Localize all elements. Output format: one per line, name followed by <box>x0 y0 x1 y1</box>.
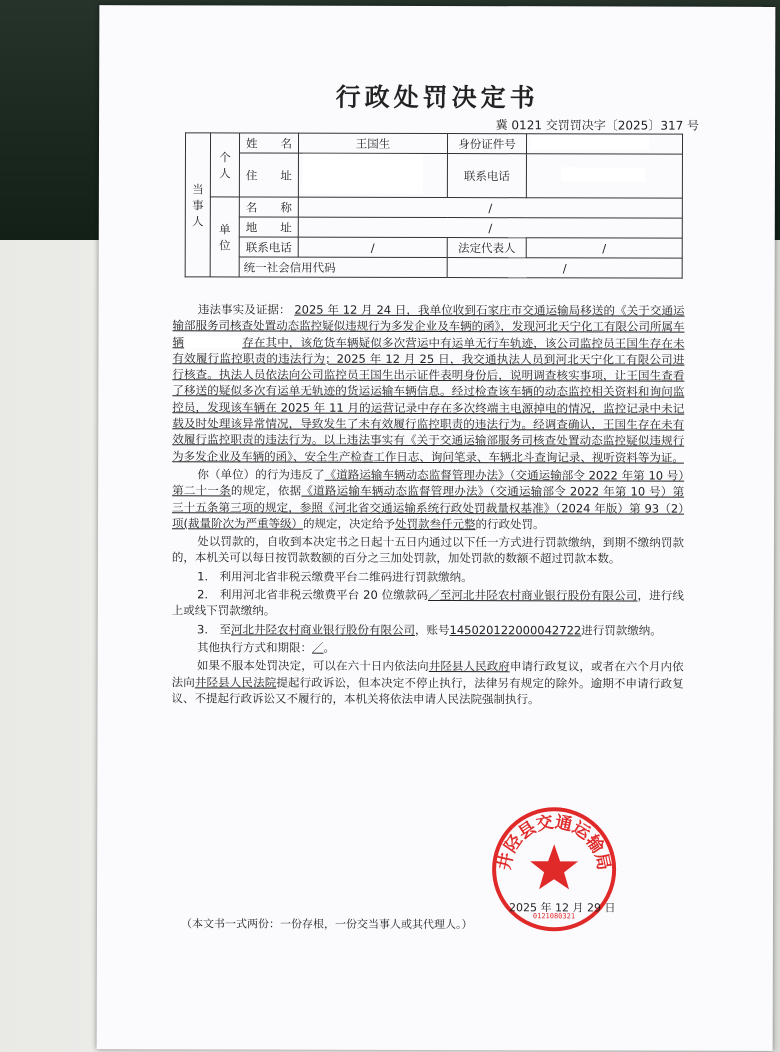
document-number: 冀 0121 交罚罚决字〔2025〕317 号 <box>495 118 700 133</box>
svg-text:0121080321: 0121080321 <box>532 912 576 921</box>
other-execution: 其他执行方式和期限：／。 <box>196 640 336 655</box>
facts-paragraph: 违法事实及证据： 2025 年 12 月 24 日，我单位收到石家庄市交通运输局移送的《关于交通运输部服务司核查处置动态监控疑似违规行为多发企业及车辆的函》，发现河北天宁化工有限公司所属车辆 存在其中，该危货车辆疑似多次营运中有运单无行车轨迹，该公司监控员王国生存在未有效履行监控职责的违法行为；2025 年 12 月 25 日，我交通执法人员到河北天宁化工有限公司进行核查。执法人员依法向公司监控员王国生出示证件表明身份后，说明调查核实事项，让王国生查看了移送的疑似多次有运单无轨迹的货运运输车辆信息。经过检查该车辆的动态监控相关资料和询问监控员，发现该车辆在 2025 年 11 月的运营记录中存在多次终端主电源掉电的情况，监控记录中未记载及时处理该异常情况，导致发生了未有效履行监控职责的违法行为。经调查确认，王国生存在未有效履行监控职责的违法行为。以上违法事实有《关于交通运输部服务司核查处置动态监控疑似违规行为多发企业及车辆的函》、安全生产检查工作日志、询问笔录、车辆北斗查询记录、视听资料等为证。 <box>172 302 685 465</box>
document-footer-note: （本文书一式两份：一份存根，一份交当事人或其代理人。） <box>180 917 473 932</box>
phone-value-redacted <box>526 154 682 198</box>
unit-name-label: 名 称 <box>239 197 298 217</box>
unit-label-cell: 单位 <box>210 197 239 277</box>
facts-text: 2025 年 12 月 24 日，我单位收到石家庄市交通运输局移送的《关于交通运输部服务司核查处置动态监控疑似违规行为多发企业及车辆的函》，发现河北天宁化工有限公司所属车辆 存在其中，该危货车辆疑似多次营运中有运单无行车轨迹，该公司监控员王国生存在未有效履行监控职责的违法行为；2025 年 12 月 25 日，我交通执法人员到河北天宁化工有限公司进行核查。执法人员依法向公司监控员王国生出示证件表明身份后，说明调查核实事项，让王国生查看了移送的疑似多次有运单无轨迹的货运运输车辆信息。经过检查该车辆的动态监控相关资料和询问监控员，发现该车辆在 2025 年 11 月的运营记录中存在多次终端主电源掉电的情况，监控记录中未记载及时处理该异常情况，导致发生了未有效履行监控职责的违法行为。经调查确认，王国生存在未有效履行监控职责的违法行为。以上违法事实有《关于交通运输部服务司核查处置动态监控疑似违规行为多发企业及车辆的函》、安全生产检查工作日志、询问笔录、车辆北斗查询记录、视听资料等为证。 <box>172 302 685 465</box>
document-paper <box>97 5 776 1051</box>
document-title: 行政处罚决定书 <box>335 82 539 113</box>
payment-intro: 处以罚款的，自收到本决定书之日起十五日内通过以下任一方式进行罚款缴纳，到期不缴纳罚款的，本机关可以每日按罚款数额的百分之三加处罚款，加处罚款的数额不超过罚款本数。 <box>171 534 684 566</box>
unit-phone-value: / <box>298 237 447 257</box>
svg-text:井陉县交通运输局: 井陉县交通运输局 <box>494 812 614 873</box>
party-label-cell: 当事人 <box>185 133 210 277</box>
legal-rep-value: / <box>526 238 682 258</box>
payment-method-2: 2. 利用河北省非税云缴费平台 20 位缴款码／至河北井陉农村商业银行股份有限公司，进行线上或线下罚款缴纳。 <box>171 587 684 618</box>
unit-address-value: / <box>298 217 682 238</box>
payment-method-3: 3. 至河北井陉农村商业银行股份有限公司，账号145020122000042722进行罚款缴纳。 <box>197 622 662 638</box>
bank-account: 145020122000042722 <box>449 622 582 638</box>
review-authority: 井陉县人民政府 <box>428 659 510 674</box>
plate-redacted <box>184 336 242 348</box>
bank-name-2: 河北井陉农村商业银行股份有限公司 <box>230 622 416 637</box>
unit-name-value: / <box>298 197 682 218</box>
credit-code-label: 统一社会信用代码 <box>239 257 447 278</box>
id-label: 身份证件号 <box>447 134 526 154</box>
violation-paragraph: 你（单位）的行为违反了《道路运输车辆动态监督管理办法》（交通运输部令 2022 年第 10 号）第二十一条的规定，依据《道路运输车辆动态监督管理办法》（交通运输部令 2022 年第 10 号）第三十五条第三项的规定，参照《河北省交通运输系统行政处罚裁量权基准》（2024 年版）第 93（2）项(裁量阶次为严重等级）的规定，决定给予处罚款叁仟元整的行政处罚。 <box>171 467 685 532</box>
address-value-redacted <box>298 153 447 197</box>
payment-method-1: 1. 利用河北省非税云缴费平台二维码进行罚款缴纳。 <box>197 569 473 584</box>
name-label: 姓 名 <box>239 133 298 153</box>
document-body <box>172 301 685 709</box>
law-basis: 《道路运输车辆动态监督管理办法》（交通运输部令 2022 年第 10 号）第三十五条第三项的规定，参照《河北省交通运输系统行政处罚裁量权基准》（2024 年版）第 93（2）项(裁量阶次为严重等级） <box>171 483 685 531</box>
unit-phone-label: 联系电话 <box>239 237 298 257</box>
id-value-redacted <box>526 134 682 154</box>
court-name: 井陉县人民法院 <box>194 674 277 690</box>
name-value: 王国生 <box>298 133 447 153</box>
address-label: 住 址 <box>239 153 298 197</box>
unit-address-label: 地 址 <box>239 217 298 237</box>
law-violated: 《道路运输车辆动态监督管理办法》（交通运输部令 2022 年第 10 号）第二十一条 <box>172 467 685 498</box>
party-info-table <box>185 132 683 278</box>
bank-name: 河北井陉农村商业银行股份有限公司 <box>451 588 638 603</box>
credit-code-value: / <box>447 258 682 279</box>
issue-date: 2025 年 12 月 29 日 <box>508 901 616 915</box>
individual-label-cell: 个人 <box>210 133 239 197</box>
legal-rep-label: 法定代表人 <box>447 238 526 258</box>
penalty-value: 处罚款叁仟元整 <box>394 516 476 531</box>
phone-label: 联系电话 <box>447 154 526 198</box>
appeal-paragraph: 如果不服本处罚决定，可以在六十日内依法向井陉县人民政府申请行政复议，或者在六个月内依法向井陉县人民法院提起行政诉讼，但本决定不停止执行，法律另有规定的除外。逾期不申请行政复议、不提起行政诉讼又不履行的，本机关将依法申请人民法院强制执行。 <box>171 658 684 707</box>
